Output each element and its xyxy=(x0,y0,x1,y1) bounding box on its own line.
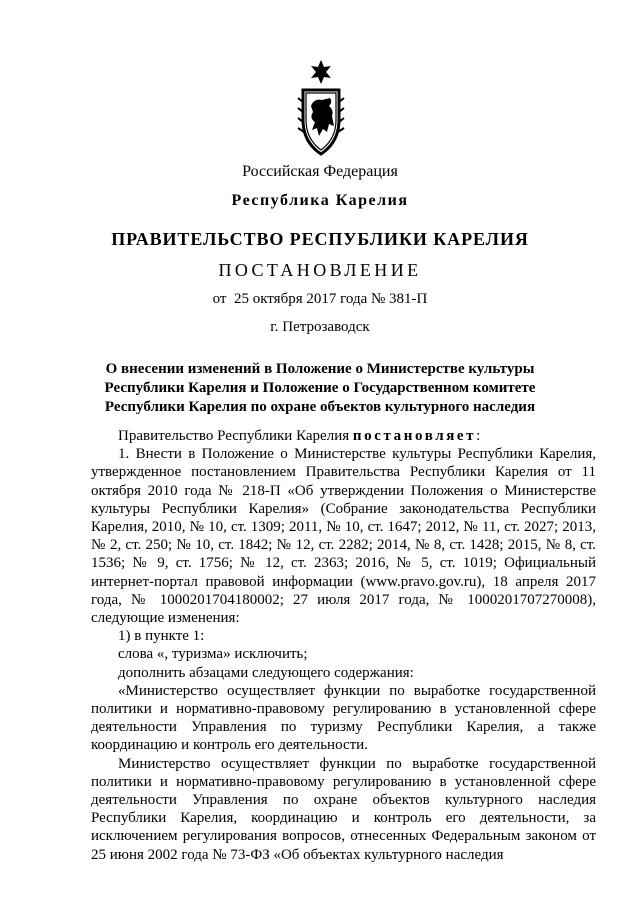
preamble-text: Правительство Республики Карелия xyxy=(118,428,353,444)
government-title: ПРАВИТЕЛЬСТВО РЕСПУБЛИКИ КАРЕЛИЯ xyxy=(111,229,529,249)
subject-line: Республики Карелия по охране объектов культурного наследия xyxy=(104,399,536,415)
subject-line: О внесении изменений в Положение о Министерстве культуры xyxy=(105,361,535,377)
star-icon xyxy=(311,60,331,84)
country-name: Российская Федерация xyxy=(242,163,398,180)
preamble-colon: : xyxy=(476,428,481,444)
body-paragraph: «Министерство осуществляет функции по выработке государственной политики и нормативно-правовому регулированию в установленной сфере деятельности Управления по туризму Республики Карелия, а также координацию и контроль его деятельности. xyxy=(91,682,596,754)
subject-line: Республики Карелия и Положение о Государственном комитете xyxy=(104,380,536,396)
document-city: г. Петрозаводск xyxy=(270,319,370,335)
body-paragraph: 1) в пункте 1: xyxy=(118,628,205,645)
preamble-paragraph xyxy=(91,427,596,445)
resolves-word: постановляет xyxy=(352,428,477,444)
document-subject xyxy=(100,360,540,417)
body-paragraph: дополнить абзацами следующего содержания: xyxy=(118,664,414,681)
document-type: ПОСТАНОВЛЕНИЕ xyxy=(218,260,422,280)
body-paragraph: Министерство осуществляет функции по выработке государственной политики и нормативно-правовому регулированию в установленной сфере деятельности Управления по охране объектов культурного наследия Республики Карелия, координацию и контроль его деятельности, за исключением регулирования вопросов, отнесенных Федеральным законом от 25 июня 2002 года № 73-ФЗ «Об объектах культурного наследия xyxy=(91,755,596,863)
coat-of-arms-emblem xyxy=(296,58,346,158)
republic-name: Республика Карелия xyxy=(231,192,409,209)
document-body xyxy=(91,427,596,864)
body-paragraph: слова «, туризма» исключить; xyxy=(118,646,308,663)
body-paragraph: 1. Внести в Положение о Министерстве культуры Республики Карелия, утвержденное постановлением Правительства Республики Карелия от 11 октября 2010 года № 218-П «Об утверждении Положения о Министерстве культуры Республики Карелия» (Собрание законодательства Республики Карелия, 2010, № 10, ст. 1309; 2011, № 10, ст. 1647; 2012, № 11, ст. 2027; 2013, № 2, ст. 250; № 10, ст. 1842; № 12, ст. 2282; 2014, № 8, ст. 1428; 2015, № 8, ст. 1536; № 9, ст. 1756; № 12, ст. 2363; 2016, № 5, ст. 1019; Официальный интернет-портал правовой информации (www.pravo.gov.ru), 18 апреля 2017 года, № 1000201704180002; 27 июля 2017 года, № 1000201707270008), следующие изменения: xyxy=(91,446,596,627)
document-date-number: от 25 октября 2017 года № 381-П xyxy=(212,291,428,307)
